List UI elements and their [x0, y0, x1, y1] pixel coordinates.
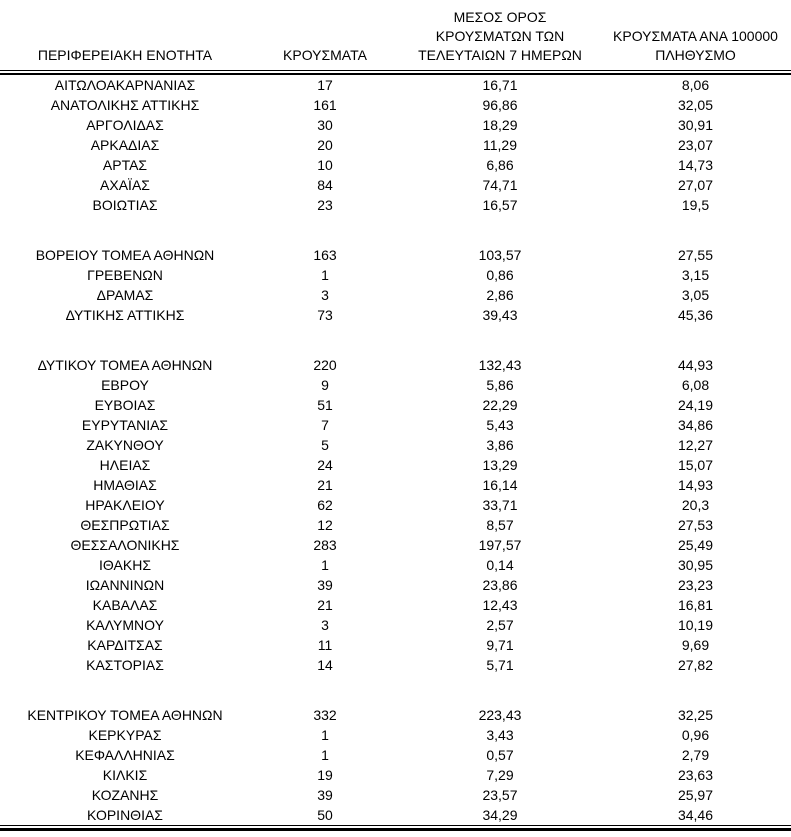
table-row	[0, 175, 791, 195]
avg7-cell: 7,29	[486, 767, 514, 783]
cases-cell: 23	[317, 197, 333, 213]
per100k-cell: 9,69	[681, 637, 710, 653]
table-row	[0, 435, 791, 455]
per100k-cell: 23,07	[677, 137, 714, 153]
per100k-cell: 30,95	[677, 557, 714, 573]
region-cell: ΗΡΑΚΛΕΙΟΥ	[85, 497, 165, 513]
cases-cell: 163	[313, 247, 337, 263]
cases-cell: 161	[313, 97, 337, 113]
per100k-cell: 24,19	[677, 397, 714, 413]
table-row	[0, 475, 791, 495]
region-cell: ΑΙΤΩΛΟΑΚΑΡΝΑΝΙΑΣ	[54, 77, 196, 93]
avg7-cell: 22,29	[482, 397, 518, 413]
avg7-cell: 132,43	[478, 357, 522, 373]
region-cell: ΙΩΑΝΝΙΝΩΝ	[85, 577, 165, 593]
avg7-cell: 223,43	[478, 707, 522, 723]
table-row	[0, 95, 791, 115]
group-spacer-row	[0, 325, 791, 355]
per100k-cell: 14,93	[677, 477, 714, 493]
cases-cell: 1	[321, 727, 329, 743]
table-row	[0, 515, 791, 535]
cases-cell: 1	[321, 747, 329, 763]
avg7-cell: 3,86	[486, 437, 514, 453]
avg7-cell: 16,71	[482, 77, 518, 93]
group-spacer-cell	[0, 215, 791, 245]
per100k-cell: 10,19	[677, 617, 714, 633]
per100k-cell: 32,25	[677, 707, 714, 723]
avg7-cell: 3,43	[486, 727, 514, 743]
table-row	[0, 555, 791, 575]
column-header-line: ΚΡΟΥΣΜΑΤΩΝ ΤΩΝ	[435, 28, 565, 44]
per100k-cell: 20,3	[681, 497, 710, 513]
avg7-cell: 5,71	[486, 657, 514, 673]
table-row	[0, 635, 791, 655]
per100k-cell: 30,91	[677, 117, 714, 133]
region-cell: ΚΕΡΚΥΡΑΣ	[88, 727, 162, 743]
avg7-cell: 13,29	[482, 457, 518, 473]
region-cell: ΑΧΑΪΑΣ	[100, 177, 150, 193]
cases-cell: 12	[317, 517, 333, 533]
table-row	[0, 805, 791, 826]
region-cell: ΚΟΖΑΝΗΣ	[91, 787, 159, 803]
region-cell: ΕΒΡΟΥ	[101, 377, 149, 393]
cases-cell: 3	[321, 287, 329, 303]
region-cell: ΓΡΕΒΕΝΩΝ	[87, 267, 163, 283]
per100k-cell: 34,46	[677, 807, 714, 823]
region-cell: ΚΑΡΔΙΤΣΑΣ	[87, 637, 163, 653]
cases-cell: 220	[313, 357, 337, 373]
per100k-cell: 3,05	[681, 287, 710, 303]
avg7-cell: 11,29	[483, 137, 517, 153]
avg7-cell: 96,86	[482, 97, 518, 113]
cases-cell: 73	[317, 307, 333, 323]
per100k-cell: 2,79	[681, 747, 710, 763]
table-row	[0, 265, 791, 285]
column-header-line: ΤΕΛΕΥΤΑΙΩΝ 7 ΗΜΕΡΩΝ	[418, 47, 582, 63]
table-row	[0, 785, 791, 805]
table-row	[0, 245, 791, 265]
table-footer	[0, 826, 791, 830]
avg7-cell: 197,57	[478, 537, 522, 553]
avg7-cell: 23,57	[482, 787, 518, 803]
region-cell: ΑΡΓΟΛΙΔΑΣ	[86, 117, 164, 133]
column-header-line: ΚΡΟΥΣΜΑΤΑ ΑΝΑ 100000	[613, 28, 778, 44]
per100k-cell: 25,97	[677, 787, 714, 803]
cases-cell: 14	[317, 657, 333, 673]
avg7-cell: 23,86	[482, 577, 518, 593]
table-row	[0, 305, 791, 325]
region-cell: ΑΡΚΑΔΙΑΣ	[90, 137, 160, 153]
group-spacer-cell	[0, 325, 791, 355]
cases-cell: 10	[317, 157, 333, 173]
cases-cell: 30	[317, 117, 333, 133]
per100k-cell: 23,23	[677, 577, 714, 593]
region-cell: ΕΥΒΟΙΑΣ	[94, 397, 156, 413]
avg7-cell: 0,86	[486, 267, 514, 283]
per100k-cell: 14,73	[677, 157, 714, 173]
column-header-region	[0, 0, 250, 71]
per100k-cell: 27,53	[677, 517, 714, 533]
cases-cell: 19	[317, 767, 333, 783]
table-row	[0, 595, 791, 615]
avg7-cell: 0,14	[486, 557, 514, 573]
table-row	[0, 375, 791, 395]
avg7-cell: 34,29	[482, 807, 518, 823]
per100k-cell: 15,07	[677, 457, 714, 473]
avg7-cell: 12,43	[482, 597, 518, 613]
avg7-cell: 8,57	[486, 517, 514, 533]
column-header-line: ΚΡΟΥΣΜΑΤΑ	[283, 47, 367, 63]
group-spacer-cell	[0, 675, 791, 705]
per100k-cell: 16,81	[677, 597, 714, 613]
cases-cell: 62	[317, 497, 333, 513]
per100k-cell: 23,63	[677, 767, 714, 783]
region-cell: ΒΟΡΕΙΟΥ ΤΟΜΕΑ ΑΘΗΝΩΝ	[35, 247, 215, 263]
region-cell: ΚΙΛΚΙΣ	[102, 767, 148, 783]
table-row	[0, 115, 791, 135]
table-header	[0, 0, 791, 74]
region-cell: ΗΜΑΘΙΑΣ	[93, 477, 157, 493]
cases-cell: 9	[321, 377, 329, 393]
table-row	[0, 725, 791, 745]
per100k-cell: 3,15	[681, 267, 710, 283]
cases-cell: 7	[321, 417, 329, 433]
table-body	[0, 74, 791, 826]
avg7-cell: 16,14	[482, 477, 518, 493]
region-cell: ΒΟΙΩΤΙΑΣ	[92, 197, 158, 213]
column-header-per-100000	[600, 0, 791, 71]
region-cell: ΚΕΦΑΛΛΗΝΙΑΣ	[75, 747, 175, 763]
cases-cell: 50	[317, 807, 333, 823]
cases-cell: 20	[317, 137, 333, 153]
table-row	[0, 765, 791, 785]
avg7-cell: 2,57	[486, 617, 514, 633]
per100k-cell: 6,08	[681, 377, 710, 393]
cases-cell: 1	[321, 267, 329, 283]
table-row	[0, 195, 791, 215]
region-cell: ΔΥΤΙΚΟΥ ΤΟΜΕΑ ΑΘΗΝΩΝ	[37, 357, 213, 373]
table-row	[0, 575, 791, 595]
table-row	[0, 705, 791, 725]
table-row	[0, 395, 791, 415]
cases-cell: 21	[317, 597, 333, 613]
per100k-cell: 19,5	[681, 197, 710, 213]
column-header-line: ΠΕΡΙΦΕΡΕΙΑΚΗ ΕΝΟΤΗΤΑ	[37, 47, 213, 63]
region-cell: ΚΕΝΤΡΙΚΟΥ ΤΟΜΕΑ ΑΘΗΝΩΝ	[27, 707, 223, 723]
cases-cell: 11	[317, 637, 333, 653]
column-header-line: ΜΕΣΟΣ ΟΡΟΣ	[453, 9, 547, 25]
cases-cell: 332	[313, 707, 337, 723]
cases-cell: 5	[321, 437, 329, 453]
per100k-cell: 25,49	[677, 537, 714, 553]
region-cell: ΔΥΤΙΚΗΣ ΑΤΤΙΚΗΣ	[65, 307, 185, 323]
cases-cell: 51	[317, 397, 333, 413]
table-row	[0, 285, 791, 305]
region-cell: ΑΝΑΤΟΛΙΚΗΣ ΑΤΤΙΚΗΣ	[50, 97, 200, 113]
avg7-cell: 18,29	[482, 117, 518, 133]
per100k-cell: 27,55	[677, 247, 714, 263]
avg7-cell: 16,57	[482, 197, 518, 213]
group-spacer-row	[0, 215, 791, 245]
per100k-cell: 32,05	[677, 97, 714, 113]
region-cell: ΘΕΣΠΡΩΤΙΑΣ	[80, 517, 170, 533]
region-cell: ΚΑΒΑΛΑΣ	[92, 597, 158, 613]
table-row	[0, 745, 791, 765]
column-header-line: ΠΛΗΘΥΣΜΟ	[655, 47, 736, 63]
region-cell: ΔΡΑΜΑΣ	[96, 287, 154, 303]
cases-cell: 21	[317, 477, 333, 493]
avg7-cell: 33,71	[482, 497, 518, 513]
table-row	[0, 495, 791, 515]
avg7-cell: 5,86	[486, 377, 514, 393]
table-row	[0, 615, 791, 635]
avg7-cell: 103,57	[478, 247, 522, 263]
region-cell: ΕΥΡΥΤΑΝΙΑΣ	[81, 417, 169, 433]
table-row	[0, 535, 791, 555]
cases-cell: 39	[317, 787, 333, 803]
avg7-cell: 39,43	[482, 307, 518, 323]
region-cell: ΚΑΛΥΜΝΟΥ	[86, 617, 164, 633]
avg7-cell: 5,43	[486, 417, 514, 433]
table-row	[0, 355, 791, 375]
table-row	[0, 74, 791, 95]
per100k-cell: 44,93	[677, 357, 714, 373]
region-cell: ΚΟΡΙΝΘΙΑΣ	[87, 807, 163, 823]
per100k-cell: 8,06	[681, 77, 710, 93]
avg7-cell: 0,57	[486, 747, 514, 763]
per100k-cell: 27,07	[677, 177, 714, 193]
per100k-cell: 12,27	[677, 437, 714, 453]
column-header-7day-average	[400, 0, 600, 71]
cases-cell: 24	[317, 457, 333, 473]
region-cell: ΙΘΑΚΗΣ	[99, 557, 151, 573]
cases-cell: 39	[317, 577, 333, 593]
per100k-cell: 45,36	[677, 307, 714, 323]
table-row	[0, 655, 791, 675]
per100k-cell: 34,86	[677, 417, 714, 433]
cases-cell: 84	[317, 177, 333, 193]
group-spacer-row	[0, 675, 791, 705]
region-cell: ΚΑΣΤΟΡΙΑΣ	[86, 657, 164, 673]
per100k-cell: 27,82	[677, 657, 714, 673]
cases-cell: 17	[317, 77, 333, 93]
column-header-cases	[250, 0, 400, 71]
region-cell: ΗΛΕΙΑΣ	[99, 457, 151, 473]
avg7-cell: 6,86	[486, 157, 514, 173]
table-row	[0, 135, 791, 155]
table-row	[0, 155, 791, 175]
per100k-cell: 0,96	[681, 727, 710, 743]
avg7-cell: 2,86	[486, 287, 514, 303]
cases-cell: 3	[321, 617, 329, 633]
cases-cell: 283	[313, 537, 337, 553]
cases-cell: 1	[321, 557, 329, 573]
table-row	[0, 415, 791, 435]
header-row	[0, 0, 791, 71]
avg7-cell: 74,71	[482, 177, 518, 193]
region-cell: ΘΕΣΣΑΛΟΝΙΚΗΣ	[70, 537, 180, 553]
region-cell: ΖΑΚΥΝΘΟΥ	[86, 437, 164, 453]
table-row	[0, 455, 791, 475]
avg7-cell: 9,71	[486, 637, 514, 653]
region-cell: ΑΡΤΑΣ	[102, 157, 148, 173]
bottom-double-rule	[0, 826, 791, 830]
